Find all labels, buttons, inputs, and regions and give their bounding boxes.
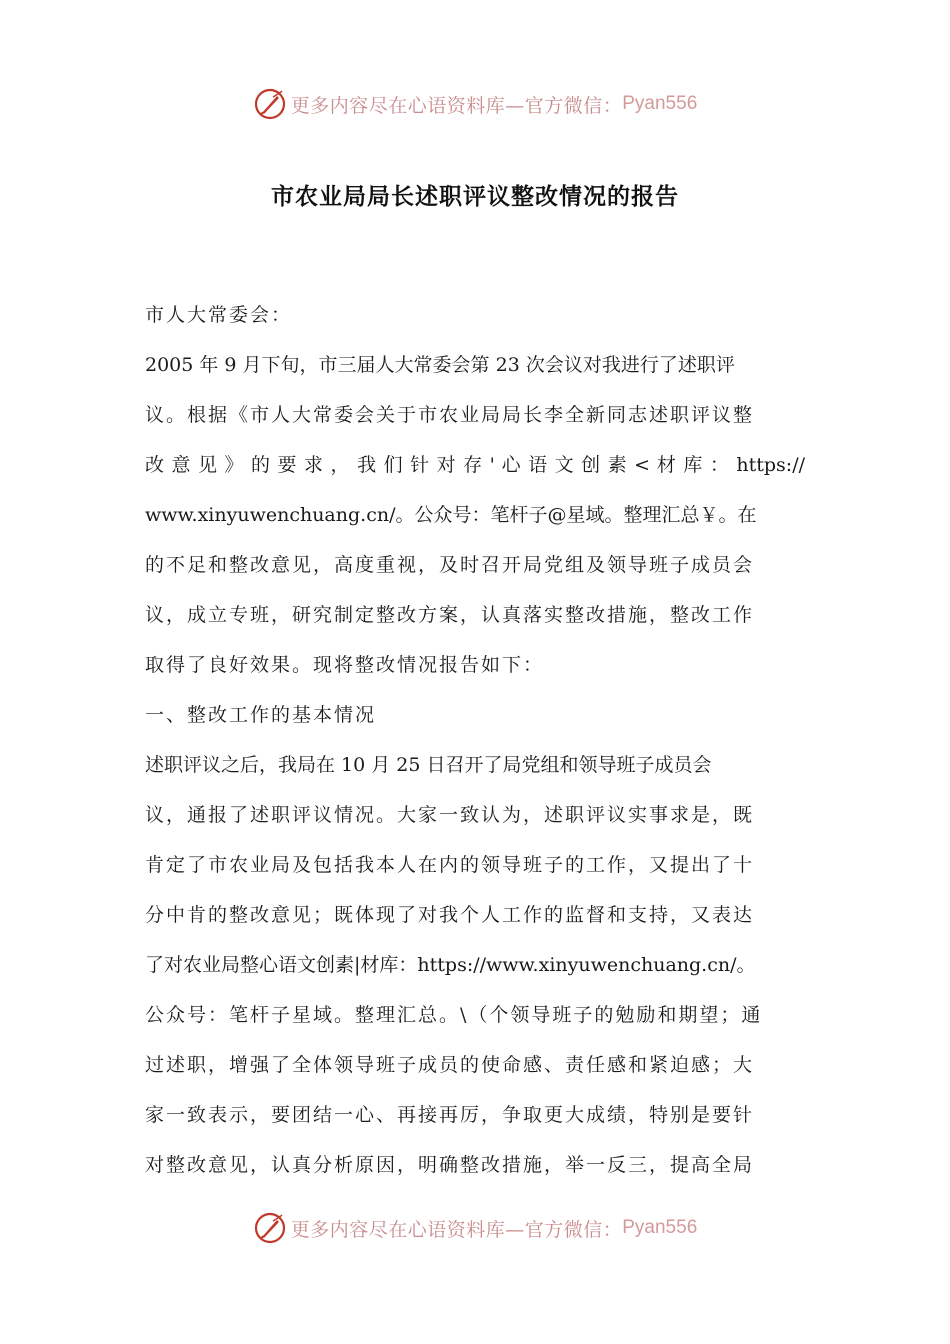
- paragraph-line: 肯定了市农业局及包括我本人在内的领导班子的工作，又提出了十: [145, 854, 755, 876]
- section-heading: 一、整改工作的基本情况: [145, 704, 377, 726]
- salutation: 市人大常委会：: [145, 304, 293, 326]
- watermark-wechat-id: Pyan556: [622, 93, 698, 114]
- paragraph-line: 公众号：笔杆子星域。整理汇总。\（个领导班子的勉励和期望；通: [145, 1004, 763, 1026]
- paragraph-line: 家一致表示，要团结一心、再接再厉，争取更大成绩，特别是要针: [145, 1104, 755, 1126]
- paragraph-line: www.xinyuwenchuang.cn/。公众号：笔杆子@星域。整理汇总￥。在: [145, 504, 757, 526]
- quill-pen-icon: [253, 87, 287, 121]
- paragraph-line: 过述职，增强了全体领导班子成员的使命感、责任感和紧迫感；大: [145, 1054, 755, 1076]
- watermark-wechat-id: Pyan556: [622, 1217, 698, 1238]
- paragraph-line: 议，成立专班，研究制定整改方案，认真落实整改措施，整改工作: [145, 604, 755, 626]
- watermark-text: 更多内容尽在心语资料库—官方微信：: [290, 94, 623, 117]
- document-title: 市农业局局长述职评议整改情况的报告: [271, 183, 679, 210]
- watermark-footer: [0, 1208, 950, 1248]
- paragraph-line: 对整改意见，认真分析原因，明确整改措施，举一反三，提高全局: [145, 1154, 755, 1176]
- paragraph-line: 议。根据《市人大常委会关于市农业局局长李全新同志述职评议整: [145, 404, 755, 426]
- paragraph-line: 了对农业局整心语文创素|材库：https://www.xinyuwenchuang.cn/。: [145, 954, 756, 976]
- paragraph-line: 议，通报了述职评议情况。大家一致认为，述职评议实事求是，既: [145, 804, 755, 826]
- paragraph-line: 2005 年 9 月下旬，市三届人大常委会第 23 次会议对我进行了述职评: [145, 354, 735, 376]
- paragraph-line: 取得了良好效果。现将整改情况报告如下：: [145, 654, 545, 676]
- quill-pen-icon: [253, 1211, 287, 1245]
- paragraph-line: 的不足和整改意见，高度重视，及时召开局党组及领导班子成员会: [145, 554, 755, 576]
- watermark-header: [0, 84, 950, 124]
- paragraph-line: 分中肯的整改意见；既体现了对我个人工作的监督和支持，又表达: [145, 904, 755, 926]
- document-body: [145, 290, 805, 1190]
- watermark-text: 更多内容尽在心语资料库—官方微信：: [290, 1218, 623, 1241]
- paragraph-line: 述职评议之后，我局在 10 月 25 日召开了局党组和领导班子成员会: [145, 754, 712, 776]
- paragraph-line: 改 意 见 》 的 要 求 ， 我 们 针 对 存 ' 心 语 文 创 素 < 材 库 ： https://: [145, 454, 805, 476]
